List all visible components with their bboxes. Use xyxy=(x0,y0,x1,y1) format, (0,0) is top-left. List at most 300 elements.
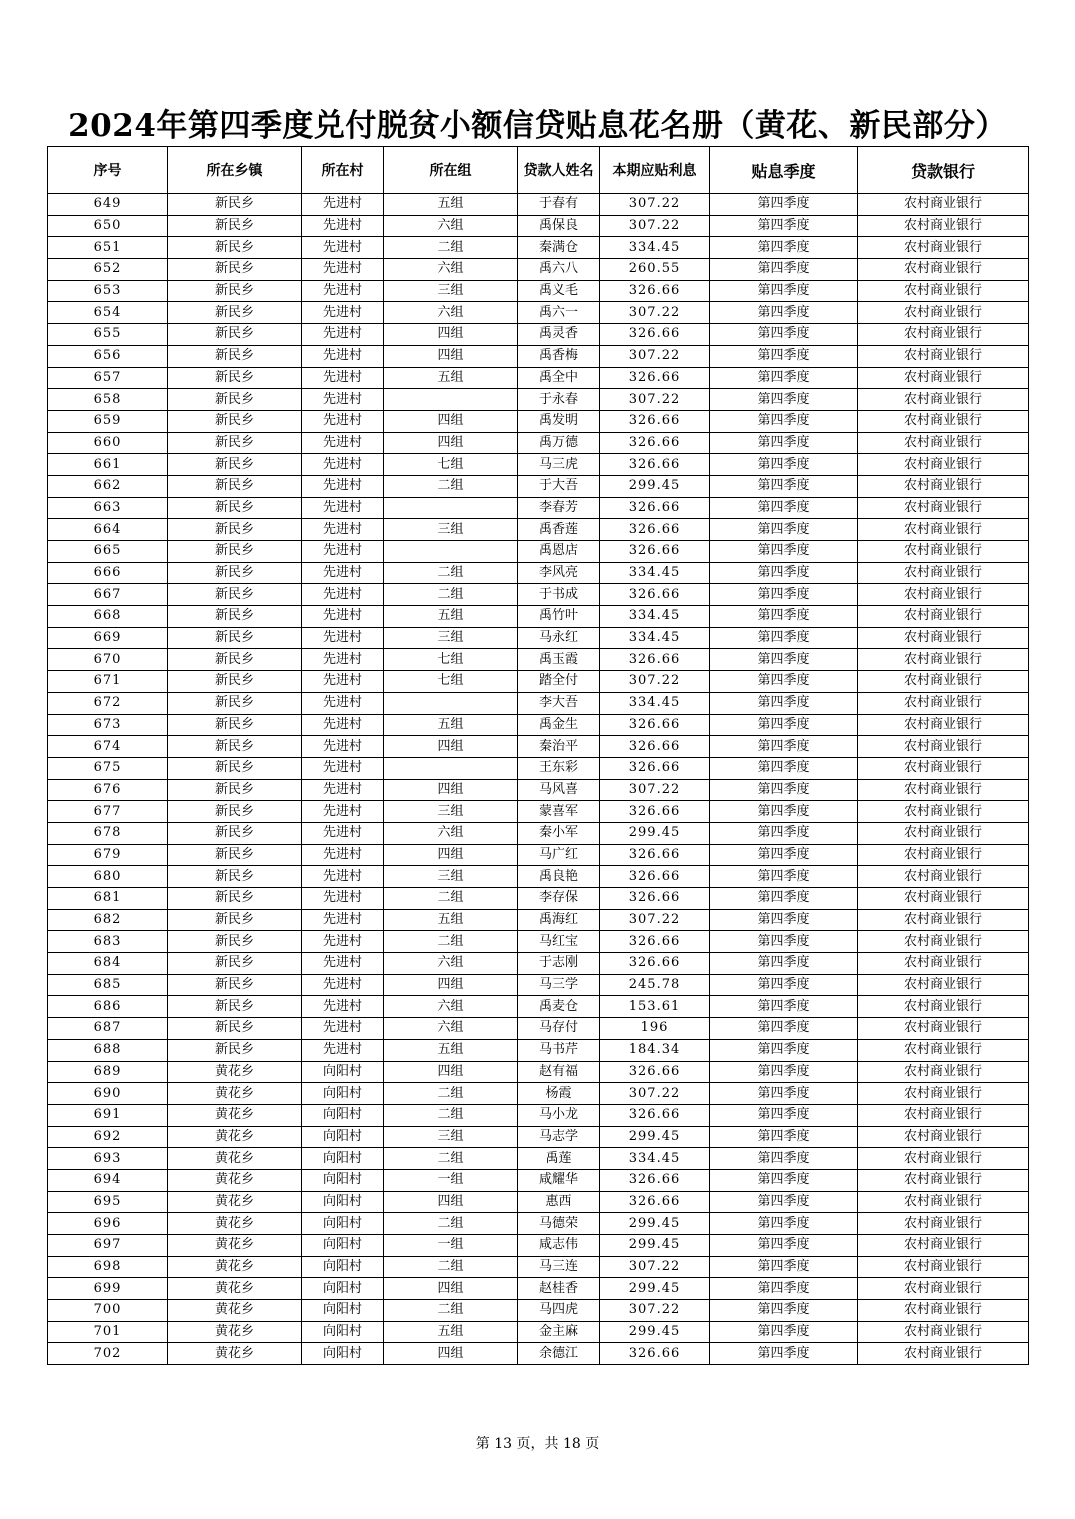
quarter-cell: 第四季度 xyxy=(710,562,858,584)
quarter-cell: 第四季度 xyxy=(710,389,858,411)
bank-cell: 农村商业银行 xyxy=(858,757,1029,779)
serial-cell: 657 xyxy=(48,367,168,389)
quarter-cell: 第四季度 xyxy=(710,974,858,996)
township-cell: 新民乡 xyxy=(168,432,302,454)
village-cell: 先进村 xyxy=(302,432,384,454)
township-cell: 黄花乡 xyxy=(168,1126,302,1148)
table-row xyxy=(48,801,1029,823)
serial-cell: 649 xyxy=(48,194,168,216)
table-row xyxy=(48,1104,1029,1126)
table-row xyxy=(48,714,1029,736)
group-cell: 七组 xyxy=(384,671,518,693)
village-cell: 先进村 xyxy=(302,779,384,801)
serial-cell: 684 xyxy=(48,953,168,975)
group-cell: 二组 xyxy=(384,562,518,584)
township-cell: 新民乡 xyxy=(168,1039,302,1061)
borrower-cell: 马三学 xyxy=(518,974,600,996)
township-cell: 新民乡 xyxy=(168,345,302,367)
group-cell: 四组 xyxy=(384,736,518,758)
village-cell: 先进村 xyxy=(302,541,384,563)
interest-cell: 184.34 xyxy=(600,1039,710,1061)
group-cell: 五组 xyxy=(384,909,518,931)
interest-cell: 307.22 xyxy=(600,1083,710,1105)
borrower-cell: 于书成 xyxy=(518,584,600,606)
village-cell: 向阳村 xyxy=(302,1104,384,1126)
bank-cell: 农村商业银行 xyxy=(858,1278,1029,1300)
interest-cell: 307.22 xyxy=(600,389,710,411)
group-cell xyxy=(384,757,518,779)
table-row xyxy=(48,1300,1029,1322)
serial-cell: 670 xyxy=(48,649,168,671)
interest-cell: 326.66 xyxy=(600,454,710,476)
serial-cell: 658 xyxy=(48,389,168,411)
bank-cell: 农村商业银行 xyxy=(858,801,1029,823)
interest-cell: 299.45 xyxy=(600,1126,710,1148)
village-cell: 先进村 xyxy=(302,475,384,497)
table-row xyxy=(48,541,1029,563)
interest-cell: 326.66 xyxy=(600,953,710,975)
header-township: 所在乡镇 xyxy=(168,147,302,194)
table-row xyxy=(48,888,1029,910)
township-cell: 新民乡 xyxy=(168,844,302,866)
borrower-cell: 禹麦仓 xyxy=(518,996,600,1018)
quarter-cell: 第四季度 xyxy=(710,1213,858,1235)
group-cell: 五组 xyxy=(384,714,518,736)
interest-cell: 307.22 xyxy=(600,302,710,324)
quarter-cell: 第四季度 xyxy=(710,931,858,953)
quarter-cell: 第四季度 xyxy=(710,1039,858,1061)
township-cell: 黄花乡 xyxy=(168,1343,302,1365)
bank-cell: 农村商业银行 xyxy=(858,519,1029,541)
group-cell: 一组 xyxy=(384,1169,518,1191)
village-cell: 先进村 xyxy=(302,519,384,541)
village-cell: 先进村 xyxy=(302,996,384,1018)
township-cell: 新民乡 xyxy=(168,606,302,628)
borrower-cell: 禹金生 xyxy=(518,714,600,736)
group-cell: 三组 xyxy=(384,280,518,302)
serial-cell: 674 xyxy=(48,736,168,758)
borrower-cell: 禹香梅 xyxy=(518,345,600,367)
borrower-cell: 马风喜 xyxy=(518,779,600,801)
village-cell: 先进村 xyxy=(302,345,384,367)
borrower-cell: 马三连 xyxy=(518,1256,600,1278)
header-interest: 本期应贴利息 xyxy=(600,147,710,194)
serial-cell: 656 xyxy=(48,345,168,367)
header-group: 所在组 xyxy=(384,147,518,194)
borrower-cell: 余德江 xyxy=(518,1343,600,1365)
group-cell: 三组 xyxy=(384,801,518,823)
table-row xyxy=(48,649,1029,671)
village-cell: 先进村 xyxy=(302,844,384,866)
village-cell: 先进村 xyxy=(302,194,384,216)
serial-cell: 664 xyxy=(48,519,168,541)
bank-cell: 农村商业银行 xyxy=(858,909,1029,931)
serial-cell: 675 xyxy=(48,757,168,779)
interest-cell: 326.66 xyxy=(600,1343,710,1365)
bank-cell: 农村商业银行 xyxy=(858,1169,1029,1191)
township-cell: 黄花乡 xyxy=(168,1191,302,1213)
group-cell: 六组 xyxy=(384,259,518,281)
table-row xyxy=(48,822,1029,844)
bank-cell: 农村商业银行 xyxy=(858,562,1029,584)
group-cell: 四组 xyxy=(384,1278,518,1300)
township-cell: 新民乡 xyxy=(168,1018,302,1040)
serial-cell: 687 xyxy=(48,1018,168,1040)
township-cell: 新民乡 xyxy=(168,410,302,432)
borrower-cell: 李风亮 xyxy=(518,562,600,584)
group-cell xyxy=(384,497,518,519)
township-cell: 新民乡 xyxy=(168,367,302,389)
table-row xyxy=(48,974,1029,996)
quarter-cell: 第四季度 xyxy=(710,801,858,823)
borrower-cell: 蒙喜军 xyxy=(518,801,600,823)
bank-cell: 农村商业银行 xyxy=(858,541,1029,563)
bank-cell: 农村商业银行 xyxy=(858,1061,1029,1083)
quarter-cell: 第四季度 xyxy=(710,1018,858,1040)
quarter-cell: 第四季度 xyxy=(710,454,858,476)
bank-cell: 农村商业银行 xyxy=(858,475,1029,497)
interest-cell: 326.66 xyxy=(600,410,710,432)
serial-cell: 677 xyxy=(48,801,168,823)
interest-cell: 326.66 xyxy=(600,280,710,302)
bank-cell: 农村商业银行 xyxy=(858,302,1029,324)
interest-cell: 326.66 xyxy=(600,866,710,888)
interest-cell: 245.78 xyxy=(600,974,710,996)
bank-cell: 农村商业银行 xyxy=(858,1018,1029,1040)
serial-cell: 668 xyxy=(48,606,168,628)
table-row xyxy=(48,1256,1029,1278)
quarter-cell: 第四季度 xyxy=(710,909,858,931)
serial-cell: 654 xyxy=(48,302,168,324)
quarter-cell: 第四季度 xyxy=(710,822,858,844)
village-cell: 先进村 xyxy=(302,649,384,671)
interest-cell: 307.22 xyxy=(600,671,710,693)
serial-cell: 696 xyxy=(48,1213,168,1235)
village-cell: 向阳村 xyxy=(302,1256,384,1278)
interest-cell: 153.61 xyxy=(600,996,710,1018)
village-cell: 先进村 xyxy=(302,757,384,779)
borrower-cell: 禹莲 xyxy=(518,1148,600,1170)
village-cell: 先进村 xyxy=(302,801,384,823)
interest-cell: 326.66 xyxy=(600,844,710,866)
group-cell: 四组 xyxy=(384,345,518,367)
borrower-cell: 禹恩店 xyxy=(518,541,600,563)
bank-cell: 农村商业银行 xyxy=(858,888,1029,910)
quarter-cell: 第四季度 xyxy=(710,888,858,910)
borrower-cell: 咸耀华 xyxy=(518,1169,600,1191)
bank-cell: 农村商业银行 xyxy=(858,324,1029,346)
group-cell: 三组 xyxy=(384,519,518,541)
table-row xyxy=(48,736,1029,758)
serial-cell: 681 xyxy=(48,888,168,910)
group-cell: 二组 xyxy=(384,931,518,953)
table-row xyxy=(48,367,1029,389)
village-cell: 先进村 xyxy=(302,259,384,281)
borrower-cell: 马永红 xyxy=(518,627,600,649)
serial-cell: 655 xyxy=(48,324,168,346)
borrower-cell: 禹万德 xyxy=(518,432,600,454)
quarter-cell: 第四季度 xyxy=(710,410,858,432)
bank-cell: 农村商业银行 xyxy=(858,627,1029,649)
group-cell: 二组 xyxy=(384,1104,518,1126)
group-cell: 四组 xyxy=(384,432,518,454)
quarter-cell: 第四季度 xyxy=(710,194,858,216)
borrower-cell: 秦小军 xyxy=(518,822,600,844)
interest-cell: 326.66 xyxy=(600,931,710,953)
quarter-cell: 第四季度 xyxy=(710,1321,858,1343)
loan-subsidy-table xyxy=(47,146,1029,1365)
township-cell: 新民乡 xyxy=(168,649,302,671)
village-cell: 向阳村 xyxy=(302,1126,384,1148)
village-cell: 向阳村 xyxy=(302,1300,384,1322)
borrower-cell: 禹义毛 xyxy=(518,280,600,302)
group-cell: 五组 xyxy=(384,194,518,216)
table-row xyxy=(48,1213,1029,1235)
quarter-cell: 第四季度 xyxy=(710,541,858,563)
group-cell: 三组 xyxy=(384,627,518,649)
bank-cell: 农村商业银行 xyxy=(858,1343,1029,1365)
table-row xyxy=(48,194,1029,216)
borrower-cell: 马志学 xyxy=(518,1126,600,1148)
interest-cell: 326.66 xyxy=(600,367,710,389)
group-cell: 六组 xyxy=(384,996,518,1018)
interest-cell: 307.22 xyxy=(600,909,710,931)
header-village: 所在村 xyxy=(302,147,384,194)
quarter-cell: 第四季度 xyxy=(710,649,858,671)
group-cell: 三组 xyxy=(384,866,518,888)
serial-cell: 682 xyxy=(48,909,168,931)
group-cell: 四组 xyxy=(384,844,518,866)
table-row xyxy=(48,497,1029,519)
quarter-cell: 第四季度 xyxy=(710,1148,858,1170)
interest-cell: 307.22 xyxy=(600,779,710,801)
borrower-cell: 禹保良 xyxy=(518,215,600,237)
borrower-cell: 惠西 xyxy=(518,1191,600,1213)
township-cell: 新民乡 xyxy=(168,757,302,779)
borrower-cell: 于春有 xyxy=(518,194,600,216)
borrower-cell: 马红宝 xyxy=(518,931,600,953)
borrower-cell: 禹灵香 xyxy=(518,324,600,346)
borrower-cell: 金主麻 xyxy=(518,1321,600,1343)
group-cell: 五组 xyxy=(384,367,518,389)
township-cell: 黄花乡 xyxy=(168,1213,302,1235)
township-cell: 新民乡 xyxy=(168,996,302,1018)
village-cell: 先进村 xyxy=(302,237,384,259)
header-serial: 序号 xyxy=(48,147,168,194)
borrower-cell: 禹良艳 xyxy=(518,866,600,888)
serial-cell: 672 xyxy=(48,692,168,714)
quarter-cell: 第四季度 xyxy=(710,1126,858,1148)
bank-cell: 农村商业银行 xyxy=(858,953,1029,975)
serial-cell: 679 xyxy=(48,844,168,866)
serial-cell: 678 xyxy=(48,822,168,844)
bank-cell: 农村商业银行 xyxy=(858,345,1029,367)
village-cell: 先进村 xyxy=(302,671,384,693)
table-row xyxy=(48,280,1029,302)
village-cell: 先进村 xyxy=(302,562,384,584)
bank-cell: 农村商业银行 xyxy=(858,779,1029,801)
table-row xyxy=(48,1148,1029,1170)
table-row xyxy=(48,606,1029,628)
group-cell: 六组 xyxy=(384,302,518,324)
quarter-cell: 第四季度 xyxy=(710,866,858,888)
group-cell: 四组 xyxy=(384,1191,518,1213)
interest-cell: 326.66 xyxy=(600,801,710,823)
serial-cell: 683 xyxy=(48,931,168,953)
quarter-cell: 第四季度 xyxy=(710,345,858,367)
table-row xyxy=(48,432,1029,454)
village-cell: 先进村 xyxy=(302,606,384,628)
table-row xyxy=(48,844,1029,866)
township-cell: 新民乡 xyxy=(168,779,302,801)
serial-cell: 685 xyxy=(48,974,168,996)
borrower-cell: 马广红 xyxy=(518,844,600,866)
village-cell: 先进村 xyxy=(302,389,384,411)
quarter-cell: 第四季度 xyxy=(710,1256,858,1278)
table-row xyxy=(48,584,1029,606)
interest-cell: 334.45 xyxy=(600,606,710,628)
village-cell: 向阳村 xyxy=(302,1321,384,1343)
township-cell: 新民乡 xyxy=(168,280,302,302)
quarter-cell: 第四季度 xyxy=(710,671,858,693)
table-row xyxy=(48,779,1029,801)
serial-cell: 669 xyxy=(48,627,168,649)
borrower-cell: 禹六一 xyxy=(518,302,600,324)
interest-cell: 326.66 xyxy=(600,714,710,736)
bank-cell: 农村商业银行 xyxy=(858,931,1029,953)
table-body xyxy=(48,194,1029,1365)
quarter-cell: 第四季度 xyxy=(710,1083,858,1105)
borrower-cell: 于永春 xyxy=(518,389,600,411)
borrower-cell: 杨霞 xyxy=(518,1083,600,1105)
township-cell: 新民乡 xyxy=(168,215,302,237)
township-cell: 黄花乡 xyxy=(168,1083,302,1105)
bank-cell: 农村商业银行 xyxy=(858,454,1029,476)
borrower-cell: 李存保 xyxy=(518,888,600,910)
serial-cell: 667 xyxy=(48,584,168,606)
table-row xyxy=(48,1126,1029,1148)
village-cell: 先进村 xyxy=(302,324,384,346)
serial-cell: 676 xyxy=(48,779,168,801)
table-row xyxy=(48,996,1029,1018)
township-cell: 新民乡 xyxy=(168,671,302,693)
serial-cell: 701 xyxy=(48,1321,168,1343)
group-cell: 二组 xyxy=(384,584,518,606)
township-cell: 新民乡 xyxy=(168,562,302,584)
village-cell: 向阳村 xyxy=(302,1061,384,1083)
township-cell: 新民乡 xyxy=(168,519,302,541)
group-cell xyxy=(384,692,518,714)
quarter-cell: 第四季度 xyxy=(710,519,858,541)
interest-cell: 326.66 xyxy=(600,584,710,606)
page-title: 2024年第四季度兑付脱贫小额信贷贴息花名册（黄花、新民部分） xyxy=(68,108,1007,144)
table-row xyxy=(48,215,1029,237)
header-borrower: 贷款人姓名 xyxy=(518,147,600,194)
serial-cell: 663 xyxy=(48,497,168,519)
interest-cell: 299.45 xyxy=(600,1278,710,1300)
serial-cell: 671 xyxy=(48,671,168,693)
serial-cell: 680 xyxy=(48,866,168,888)
table-row xyxy=(48,389,1029,411)
group-cell: 七组 xyxy=(384,649,518,671)
interest-cell: 307.22 xyxy=(600,1256,710,1278)
quarter-cell: 第四季度 xyxy=(710,215,858,237)
quarter-cell: 第四季度 xyxy=(710,714,858,736)
borrower-cell: 王东彩 xyxy=(518,757,600,779)
serial-cell: 688 xyxy=(48,1039,168,1061)
quarter-cell: 第四季度 xyxy=(710,627,858,649)
table-row xyxy=(48,1018,1029,1040)
bank-cell: 农村商业银行 xyxy=(858,649,1029,671)
quarter-cell: 第四季度 xyxy=(710,497,858,519)
borrower-cell: 秦满仓 xyxy=(518,237,600,259)
township-cell: 新民乡 xyxy=(168,736,302,758)
township-cell: 新民乡 xyxy=(168,237,302,259)
group-cell: 七组 xyxy=(384,454,518,476)
serial-cell: 661 xyxy=(48,454,168,476)
interest-cell: 196 xyxy=(600,1018,710,1040)
quarter-cell: 第四季度 xyxy=(710,259,858,281)
group-cell: 五组 xyxy=(384,1039,518,1061)
table-row xyxy=(48,671,1029,693)
table-row xyxy=(48,454,1029,476)
serial-cell: 692 xyxy=(48,1126,168,1148)
serial-cell: 694 xyxy=(48,1169,168,1191)
bank-cell: 农村商业银行 xyxy=(858,584,1029,606)
table-row xyxy=(48,627,1029,649)
bank-cell: 农村商业银行 xyxy=(858,844,1029,866)
interest-cell: 326.66 xyxy=(600,1104,710,1126)
interest-cell: 299.45 xyxy=(600,475,710,497)
village-cell: 先进村 xyxy=(302,909,384,931)
township-cell: 新民乡 xyxy=(168,454,302,476)
group-cell: 四组 xyxy=(384,974,518,996)
bank-cell: 农村商业银行 xyxy=(858,280,1029,302)
interest-cell: 334.45 xyxy=(600,1148,710,1170)
table-row xyxy=(48,475,1029,497)
quarter-cell: 第四季度 xyxy=(710,324,858,346)
bank-cell: 农村商业银行 xyxy=(858,974,1029,996)
group-cell: 四组 xyxy=(384,410,518,432)
bank-cell: 农村商业银行 xyxy=(858,1321,1029,1343)
quarter-cell: 第四季度 xyxy=(710,432,858,454)
header-quarter: 贴息季度 xyxy=(710,147,858,194)
township-cell: 新民乡 xyxy=(168,389,302,411)
village-cell: 先进村 xyxy=(302,410,384,432)
township-cell: 新民乡 xyxy=(168,475,302,497)
village-cell: 向阳村 xyxy=(302,1235,384,1257)
table-row xyxy=(48,237,1029,259)
header-bank: 贷款银行 xyxy=(858,147,1029,194)
village-cell: 向阳村 xyxy=(302,1148,384,1170)
serial-cell: 650 xyxy=(48,215,168,237)
borrower-cell: 咸志伟 xyxy=(518,1235,600,1257)
group-cell: 二组 xyxy=(384,1256,518,1278)
borrower-cell: 马书芹 xyxy=(518,1039,600,1061)
interest-cell: 307.22 xyxy=(600,194,710,216)
borrower-cell: 马四虎 xyxy=(518,1300,600,1322)
table-row xyxy=(48,1191,1029,1213)
township-cell: 黄花乡 xyxy=(168,1169,302,1191)
borrower-cell: 李春芳 xyxy=(518,497,600,519)
bank-cell: 农村商业银行 xyxy=(858,1039,1029,1061)
group-cell: 六组 xyxy=(384,1018,518,1040)
bank-cell: 农村商业银行 xyxy=(858,259,1029,281)
village-cell: 先进村 xyxy=(302,931,384,953)
quarter-cell: 第四季度 xyxy=(710,280,858,302)
group-cell: 六组 xyxy=(384,953,518,975)
township-cell: 新民乡 xyxy=(168,692,302,714)
